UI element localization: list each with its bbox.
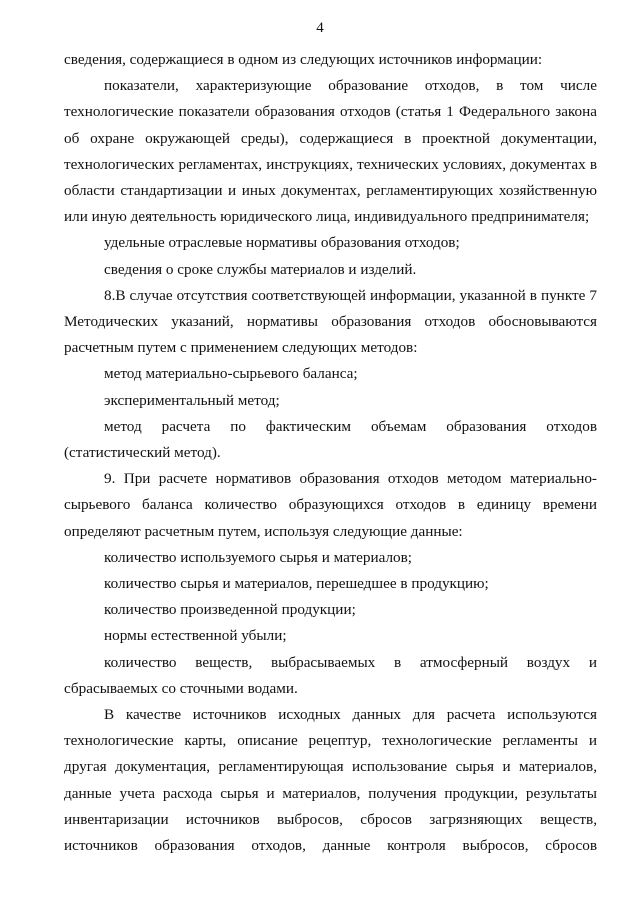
list-item-emissions-discharges: количество веществ, выбрасываемых в атмосферный воздух и сбрасываемых со сточными водами. [64,653,597,697]
paragraph-indicators: показатели, характеризующие образование отходов, в том числе технологические показатели образования отходов (статья 1 Федерального закона об охране окружающей среды), содержащиеся в проектной документации, технологических регламентах, инструкциях, технических условиях, документах в области стандартизации и иных документах, регламентирующих хозяйственную или иную деятельность юридического лица, индивидуального предпринимателя; [64,77,597,226]
paragraph-item-8: 8.В случае отсутствия соответствующей информации, указанной в пункте 7 Методических указаний, нормативы образования отходов обосновываются расчетным путем с применением следующих методов: [64,286,597,357]
document-body [64,47,597,859]
paragraph-item-9: 9. При расчете нормативов образования отходов методом материально-сырьевого баланса количество образующихся отходов в единицу времени определяют расчетным путем, используя следующие данные: [64,470,597,540]
list-item-natural-loss: нормы естественной убыли; [104,627,287,645]
list-item-raw-materials-to-product: количество сырья и материалов, перешедшее в продукцию; [104,575,489,593]
page-number: 4 [316,20,324,36]
paragraph-specific-norms: удельные отраслевые нормативы образования отходов; [104,234,460,252]
paragraph-service-life: сведения о сроке службы материалов и изделий. [104,260,417,278]
list-item-experimental-method: экспериментальный метод; [104,391,280,409]
list-item-balance-method: метод материально-сырьевого баланса; [104,365,358,383]
paragraph-intro: сведения, содержащиеся в одном из следующих источников информации: [64,51,543,68]
paragraph-data-sources: В качестве источников исходных данных для расчета используются технологические карты, описание рецептур, технологические регламенты и другая документация, регламентирующая использование сырья и материалов, данные учета расхода сырья и материалов, получения продукции, результаты инвентаризации источников выбросов, сбросов загрязняющих веществ, источников образования отходов, данные контроля выбросов, сбросов [64,706,597,855]
list-item-product-quantity: количество произведенной продукции; [104,601,356,619]
list-item-statistical-method: метод расчета по фактическим объемам образования отходов (статистический метод). [64,417,597,462]
list-item-raw-materials-used: количество используемого сырья и материалов; [104,548,413,566]
